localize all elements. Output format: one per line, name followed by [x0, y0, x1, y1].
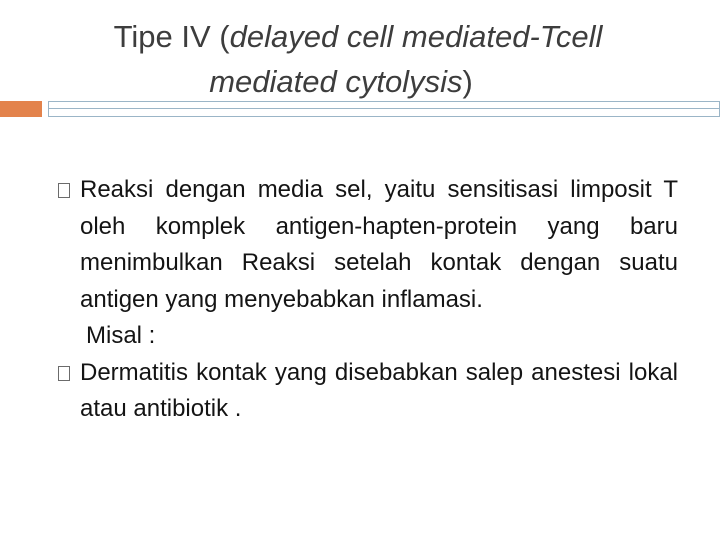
- blue-accent-bar: [48, 101, 720, 117]
- blue-accent-line: [48, 108, 720, 109]
- bullet-1-text: Reaksi dengan media sel, yaitu sensitisasi limposit T oleh komplek antigen-hapten-protein yang baru menimbulkan Reaksi setelah kontak dengan suatu antigen yang menyebabkan inflamasi.: [80, 176, 678, 313]
- slide-title: [0, 14, 720, 104]
- square-bullet-icon: [58, 366, 70, 381]
- square-bullet-icon: [58, 183, 70, 198]
- title-prefix: Tipe IV (: [113, 19, 230, 54]
- title-line-2: [0, 59, 720, 104]
- bullet-item-2: [80, 355, 678, 428]
- title-suffix: ): [462, 64, 473, 99]
- bullet-item-1: [80, 172, 678, 318]
- title-line-1: [0, 14, 720, 59]
- slide-body: [80, 172, 678, 428]
- orange-accent-bar: [0, 101, 42, 117]
- misal-label: Misal :: [86, 322, 156, 349]
- title-italic-2: mediated cytolysis: [209, 64, 463, 99]
- bullet-2-text: Dermatitis kontak yang disebabkan salep anestesi lokal atau antibiotik .: [80, 358, 678, 422]
- title-italic-1: delayed cell mediated-Tcell: [229, 19, 603, 54]
